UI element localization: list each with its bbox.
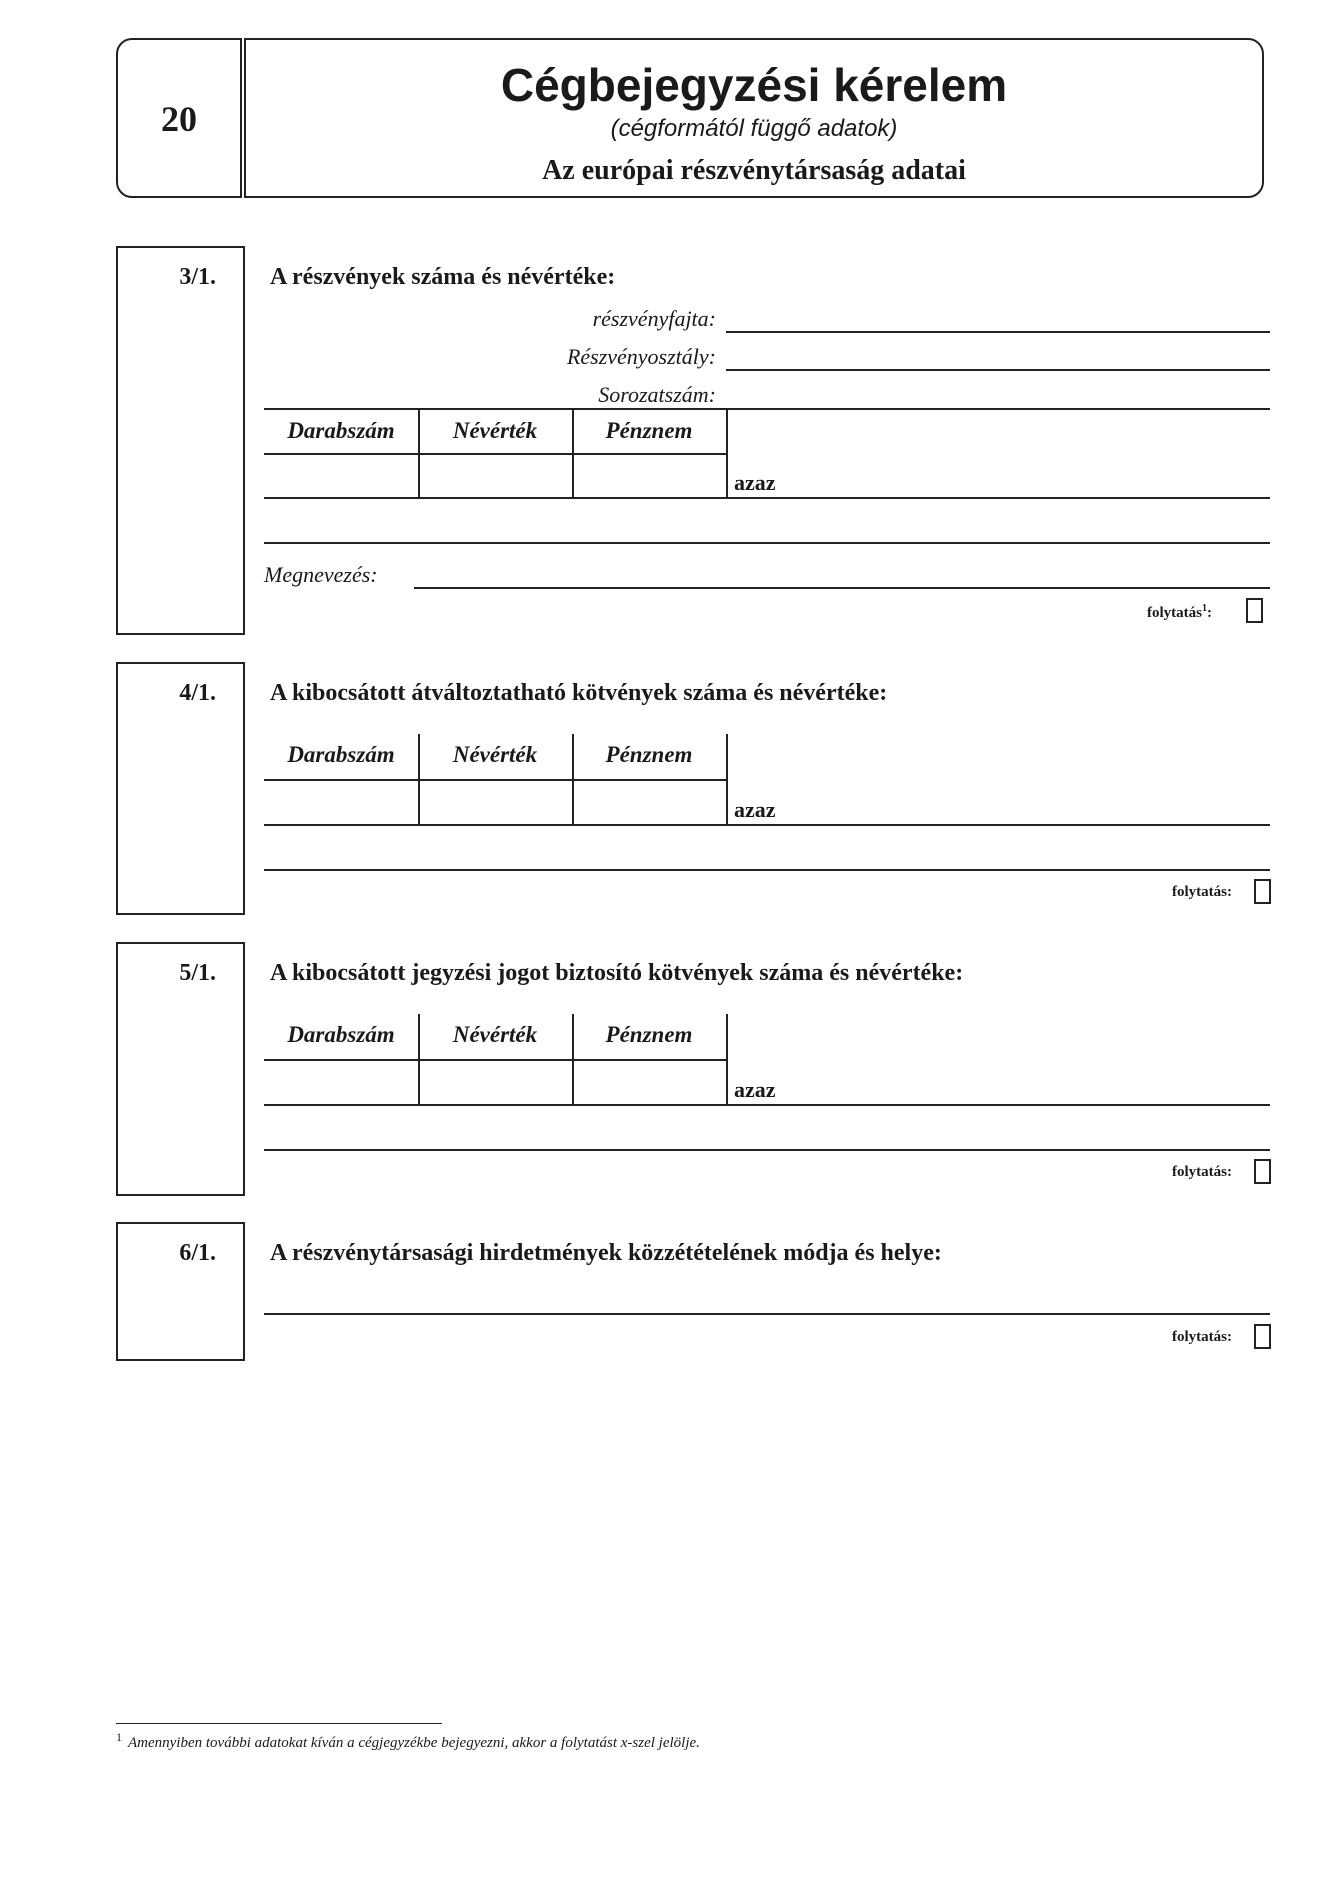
- table-divider: [726, 408, 728, 498]
- col-header-nominal-value: Névérték: [452, 1022, 538, 1047]
- section-number-box: [116, 246, 245, 635]
- form-section-title: Az európai részvénytársaság adatai: [542, 155, 966, 186]
- extra-line-field[interactable]: [264, 869, 1270, 871]
- share-class-label: Részvényosztály:: [566, 344, 716, 369]
- form-subtitle: (cégformától függő adatok): [610, 115, 898, 142]
- table-divider: [726, 734, 728, 825]
- table-header-rule: [264, 779, 726, 781]
- continuation-label: folytatás:: [1172, 884, 1232, 900]
- extra-line-field[interactable]: [264, 542, 1270, 544]
- col-header-nominal-value: Névérték: [452, 418, 538, 443]
- col-header-currency: Pénznem: [605, 1022, 693, 1047]
- nominal-value-input[interactable]: [420, 1062, 570, 1102]
- continuation-checkbox[interactable]: [1254, 879, 1271, 904]
- table-divider: [726, 1014, 728, 1105]
- section-title: A kibocsátott átváltoztatható kötvények száma és névértéke:: [270, 680, 888, 706]
- share-type-label: részvényfajta:: [592, 306, 716, 331]
- section-number: 6/1.: [179, 1240, 216, 1266]
- section-title: A részvények száma és névértéke:: [270, 264, 616, 290]
- section-title: A kibocsátott jegyzési jogot biztosító kötvények száma és névértéke:: [270, 960, 964, 986]
- section-number: 3/1.: [179, 264, 216, 290]
- section-number: 5/1.: [179, 960, 216, 986]
- footnote-rule: [116, 1723, 442, 1724]
- serial-number-label: Sorozatszám:: [598, 382, 716, 407]
- name-label: Megnevezés:: [264, 562, 378, 587]
- azaz-label: azaz: [734, 797, 776, 822]
- continuation-label: folytatás$^1$:: [1147, 603, 1212, 621]
- share-type-field[interactable]: [726, 331, 1270, 333]
- col-header-quantity: Darabszám: [287, 1022, 395, 1047]
- quantity-input[interactable]: [266, 1062, 416, 1102]
- share-class-field[interactable]: [726, 369, 1270, 371]
- continuation-label: folytatás:: [1172, 1329, 1232, 1345]
- nominal-value-input[interactable]: [420, 456, 570, 496]
- azaz-label: azaz: [734, 1077, 776, 1102]
- footnote: [116, 1730, 700, 1752]
- col-header-quantity: Darabszám: [287, 418, 395, 443]
- serial-number-field[interactable]: [264, 408, 1270, 410]
- continuation-label: folytatás:: [1172, 1164, 1232, 1180]
- form-title: Cégbejegyzési kérelem: [500, 59, 1008, 111]
- publication-method-field[interactable]: [264, 1313, 1270, 1315]
- amount-in-words-field[interactable]: [264, 824, 1270, 826]
- quantity-input[interactable]: [266, 782, 416, 822]
- col-header-nominal-value: Névérték: [452, 742, 538, 767]
- section-title: A részvénytársasági hirdetmények közzétételének módja és helye:: [270, 1240, 942, 1266]
- footnote-text: Amennyiben további adatokat kíván a cégjegyzékbe bejegyezni, akkor a folytatást x-szel jelölje.: [128, 1735, 700, 1751]
- col-header-quantity: Darabszám: [287, 742, 395, 767]
- nominal-value-input[interactable]: [420, 782, 570, 822]
- currency-input[interactable]: [574, 456, 724, 496]
- col-header-currency: Pénznem: [605, 418, 693, 443]
- table-header-rule: [264, 453, 726, 455]
- extra-line-field[interactable]: [264, 1149, 1270, 1151]
- amount-in-words-field[interactable]: [264, 497, 1270, 499]
- amount-in-words-field[interactable]: [264, 1104, 1270, 1106]
- continuation-checkbox[interactable]: [1254, 1159, 1271, 1184]
- azaz-label: azaz: [734, 470, 776, 495]
- currency-input[interactable]: [574, 782, 724, 822]
- quantity-input[interactable]: [266, 456, 416, 496]
- col-header-currency: Pénznem: [605, 742, 693, 767]
- continuation-checkbox[interactable]: [1246, 598, 1263, 623]
- section-number: 4/1.: [179, 680, 216, 706]
- page-number: 20: [161, 99, 197, 139]
- table-header-rule: [264, 1059, 726, 1061]
- continuation-checkbox[interactable]: [1254, 1324, 1271, 1349]
- footnote-marker: 1: [116, 1730, 122, 1744]
- currency-input[interactable]: [574, 1062, 724, 1102]
- name-field[interactable]: [414, 587, 1270, 589]
